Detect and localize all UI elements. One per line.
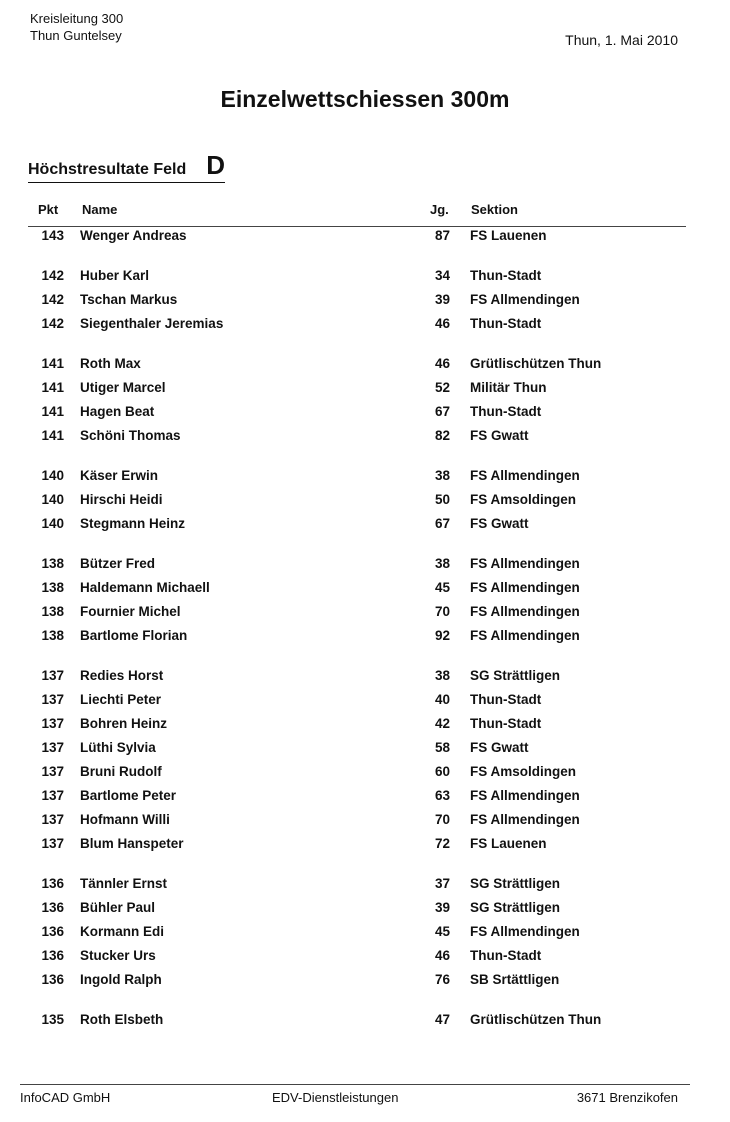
row-name: Tännler Ernst: [80, 876, 168, 891]
row-year: 46: [434, 316, 450, 331]
row-name: Bruni Rudolf: [80, 764, 162, 779]
row-points: 137: [41, 692, 64, 707]
row-name: Bartlome Florian: [80, 628, 188, 643]
row-points: 143: [41, 228, 64, 243]
row-points: 136: [41, 972, 64, 987]
row-points: 140: [41, 516, 64, 531]
table-row: [0, 468, 730, 488]
row-name: Roth Elsbeth: [80, 1012, 164, 1027]
row-section: SG Strättligen: [470, 668, 561, 683]
row-year: 72: [434, 836, 450, 851]
row-section: FS Allmendingen: [470, 812, 580, 827]
table-row: [0, 356, 730, 376]
table-row: [0, 764, 730, 784]
row-points: 138: [41, 556, 64, 571]
row-section: FS Gwatt: [470, 428, 529, 443]
table-row: [0, 900, 730, 920]
row-section: FS Allmendingen: [470, 628, 580, 643]
row-section: FS Gwatt: [470, 516, 529, 531]
row-points: 141: [41, 428, 64, 443]
row-section: Grütlischützen Thun: [470, 356, 602, 371]
row-points: 136: [41, 924, 64, 939]
row-year: 45: [434, 924, 450, 939]
table-row: [0, 1012, 730, 1032]
row-name: Bohren Heinz: [80, 716, 168, 731]
row-name: Schöni Thomas: [80, 428, 181, 443]
table-row: [0, 580, 730, 600]
row-name: Fournier Michel: [80, 604, 181, 619]
table-row: [0, 692, 730, 712]
row-year: 34: [434, 268, 450, 283]
row-name: Kormann Edi: [80, 924, 165, 939]
row-points: 137: [41, 716, 64, 731]
footer-service: EDV-Dienstleistungen: [272, 1090, 399, 1105]
row-points: 135: [41, 1012, 64, 1027]
row-name: Stegmann Heinz: [80, 516, 186, 531]
row-year: 39: [434, 900, 450, 915]
row-year: 39: [434, 292, 450, 307]
row-points: 137: [41, 764, 64, 779]
row-year: 45: [434, 580, 450, 595]
row-section: Militär Thun: [470, 380, 547, 395]
row-points: 140: [41, 468, 64, 483]
header-divider: [28, 226, 686, 227]
table-row: [0, 836, 730, 856]
table-row: [0, 788, 730, 808]
row-section: Grütlischützen Thun: [470, 1012, 602, 1027]
row-year: 70: [434, 812, 450, 827]
row-name: Bützer Fred: [80, 556, 156, 571]
column-header-name: Name: [82, 202, 118, 217]
section-heading: [28, 150, 225, 183]
row-year: 47: [434, 1012, 450, 1027]
row-year: 37: [434, 876, 450, 891]
column-header-pkt: Pkt: [38, 202, 59, 217]
table-row: [0, 948, 730, 968]
row-section: SG Strättligen: [470, 900, 561, 915]
row-points: 138: [41, 580, 64, 595]
organizer-line-1: Kreisleitung 300: [30, 11, 124, 26]
section-heading-text: Höchstresultate Feld: [28, 161, 187, 178]
row-name: Siegenthaler Jeremias: [80, 316, 224, 331]
table-row: [0, 404, 730, 424]
row-points: 141: [41, 356, 64, 371]
row-name: Käser Erwin: [80, 468, 159, 483]
row-section: FS Allmendingen: [470, 292, 580, 307]
row-points: 137: [41, 812, 64, 827]
row-points: 137: [41, 836, 64, 851]
organizer-block: [30, 10, 123, 44]
row-year: 46: [434, 948, 450, 963]
row-section: SG Strättligen: [470, 876, 561, 891]
row-section: FS Allmendingen: [470, 468, 580, 483]
table-row: [0, 716, 730, 736]
row-points: 141: [41, 404, 64, 419]
row-year: 46: [434, 356, 450, 371]
row-name: Huber Karl: [80, 268, 150, 283]
table-row: [0, 228, 730, 248]
row-section: Thun-Stadt: [470, 404, 542, 419]
table-row: [0, 876, 730, 896]
row-name: Tschan Markus: [80, 292, 178, 307]
table-row: [0, 628, 730, 648]
row-points: 142: [41, 268, 64, 283]
row-year: 70: [434, 604, 450, 619]
row-year: 58: [434, 740, 450, 755]
row-name: Stucker Urs: [80, 948, 156, 963]
row-points: 138: [41, 604, 64, 619]
row-points: 142: [41, 316, 64, 331]
row-name: Wenger Andreas: [80, 228, 187, 243]
row-section: FS Allmendingen: [470, 924, 580, 939]
feld-letter: D: [206, 150, 226, 180]
row-points: 136: [41, 876, 64, 891]
table-row: [0, 516, 730, 536]
row-points: 136: [41, 900, 64, 915]
column-header-jg: Jg.: [430, 202, 449, 217]
row-year: 42: [434, 716, 450, 731]
page-title: Einzelwettschiessen 300m: [220, 86, 510, 112]
row-section: Thun-Stadt: [470, 948, 542, 963]
row-name: Lüthi Sylvia: [80, 740, 156, 755]
row-points: 137: [41, 740, 64, 755]
table-row: [0, 972, 730, 992]
footer-divider: [20, 1084, 690, 1085]
table-row: [0, 268, 730, 288]
table-row: [0, 740, 730, 760]
row-name: Bühler Paul: [80, 900, 156, 915]
table-row: [0, 492, 730, 512]
row-name: Redies Horst: [80, 668, 164, 683]
footer-address: 3671 Brenzikofen: [576, 1090, 678, 1105]
table-row: [0, 668, 730, 688]
row-name: Haldemann Michaell: [80, 580, 210, 595]
row-name: Hagen Beat: [80, 404, 155, 419]
table-row: [0, 316, 730, 336]
row-section: FS Amsoldingen: [470, 764, 577, 779]
table-row: [0, 428, 730, 448]
row-name: Utiger Marcel: [80, 380, 166, 395]
row-year: 52: [434, 380, 450, 395]
row-name: Hirschi Heidi: [80, 492, 163, 507]
row-year: 60: [434, 764, 450, 779]
row-year: 38: [434, 556, 450, 571]
row-section: Thun-Stadt: [470, 268, 542, 283]
row-section: Thun-Stadt: [470, 316, 542, 331]
row-points: 137: [41, 788, 64, 803]
row-section: Thun-Stadt: [470, 716, 542, 731]
row-year: 40: [434, 692, 450, 707]
row-section: SB Srtättligen: [470, 972, 560, 987]
row-section: FS Allmendingen: [470, 580, 580, 595]
row-year: 50: [434, 492, 450, 507]
row-name: Hofmann Willi: [80, 812, 170, 827]
table-row: [0, 604, 730, 624]
row-year: 76: [434, 972, 450, 987]
row-section: FS Gwatt: [470, 740, 529, 755]
row-year: 38: [434, 668, 450, 683]
column-header-sektion: Sektion: [471, 202, 518, 217]
row-section: FS Lauenen: [470, 228, 547, 243]
row-points: 140: [41, 492, 64, 507]
table-row: [0, 556, 730, 576]
row-year: 63: [434, 788, 450, 803]
row-section: FS Allmendingen: [470, 788, 580, 803]
row-points: 142: [41, 292, 64, 307]
row-name: Liechti Peter: [80, 692, 162, 707]
row-name: Roth Max: [80, 356, 141, 371]
row-name: Blum Hanspeter: [80, 836, 184, 851]
footer-company: InfoCAD GmbH: [20, 1090, 111, 1105]
row-name: Ingold Ralph: [80, 972, 162, 987]
row-year: 87: [434, 228, 450, 243]
row-year: 67: [434, 516, 450, 531]
row-points: 138: [41, 628, 64, 643]
row-points: 141: [41, 380, 64, 395]
row-section: FS Allmendingen: [470, 604, 580, 619]
table-row: [0, 924, 730, 944]
row-points: 137: [41, 668, 64, 683]
table-row: [0, 812, 730, 832]
table-row: [0, 380, 730, 400]
document-date: Thun, 1. Mai 2010: [565, 32, 678, 48]
row-section: Thun-Stadt: [470, 692, 542, 707]
row-section: FS Allmendingen: [470, 556, 580, 571]
row-year: 67: [434, 404, 450, 419]
row-points: 136: [41, 948, 64, 963]
row-section: FS Lauenen: [470, 836, 547, 851]
table-row: [0, 292, 730, 312]
row-year: 92: [434, 628, 450, 643]
row-name: Bartlome Peter: [80, 788, 177, 803]
row-year: 82: [434, 428, 450, 443]
row-year: 38: [434, 468, 450, 483]
organizer-line-2: Thun Guntelsey: [30, 28, 122, 43]
row-section: FS Amsoldingen: [470, 492, 577, 507]
